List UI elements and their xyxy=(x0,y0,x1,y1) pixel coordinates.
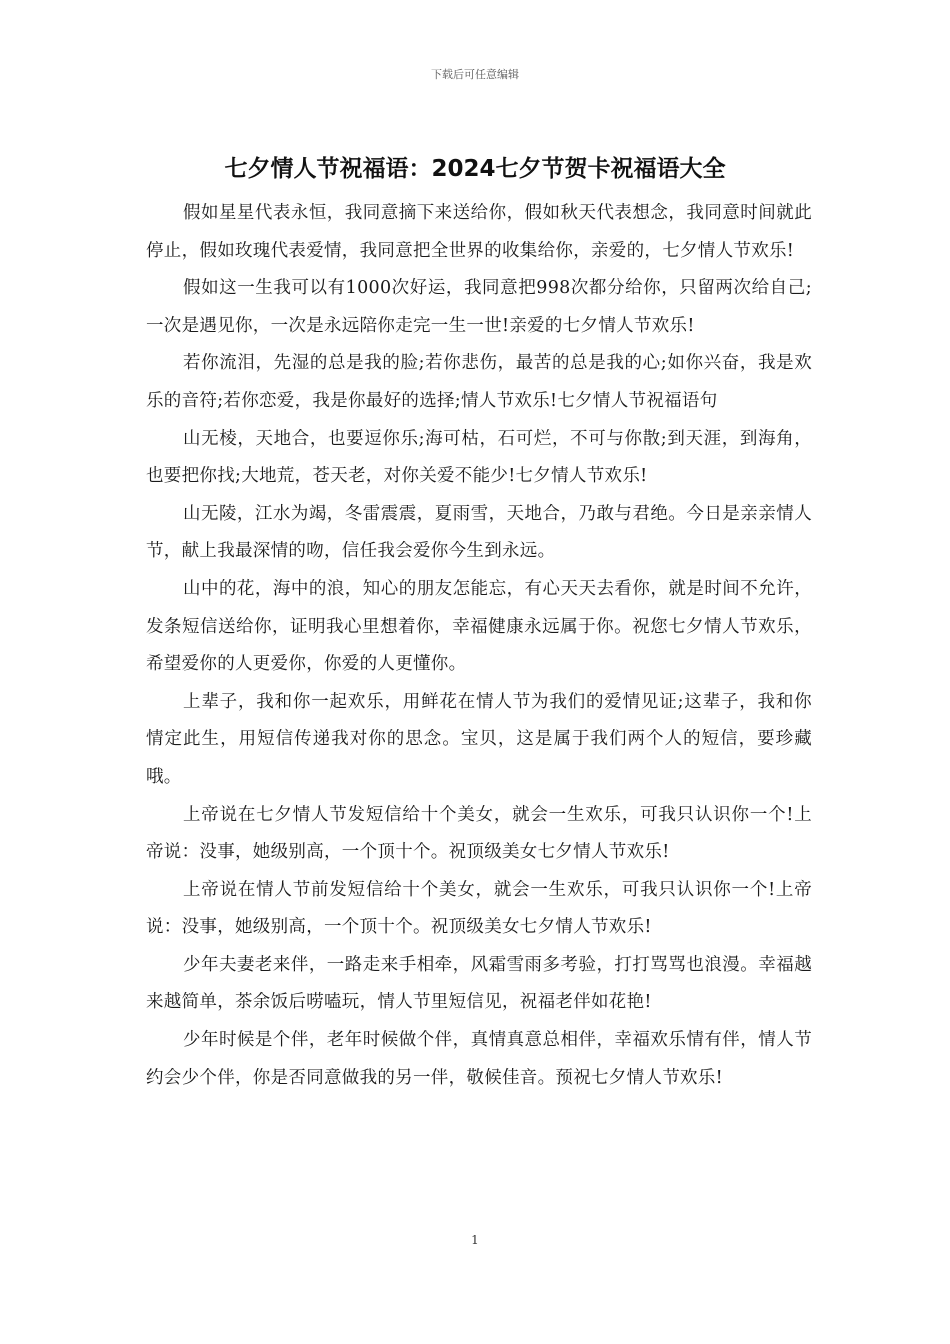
page-number: 1 xyxy=(471,1233,479,1247)
paragraph: 少年夫妻老来伴，一路走来手相牵，风霜雪雨多考验，打打骂骂也浪漫。幸福越来越简单，茶余饭后唠嗑玩，情人节里短信见，祝福老伴如花艳! xyxy=(146,954,812,1013)
paragraph: 若你流泪，先湿的总是我的脸;若你悲伤，最苦的总是我的心;如你兴奋，我是欢乐的音符;若你恋爱，我是你最好的选择;情人节欢乐!七夕情人节祝福语句 xyxy=(146,353,812,411)
paragraph: 假如星星代表永恒，我同意摘下来送给你，假如秋天代表想念，我同意时间就此停止，假如玫瑰代表爱情，我同意把全世界的收集给你，亲爱的，七夕情人节欢乐! xyxy=(146,203,812,261)
document-title: 七夕情人节祝福语：2024七夕节贺卡祝福语大全 xyxy=(224,156,726,182)
paragraph: 上帝说在情人节前发短信给十个美女，就会一生欢乐，可我只认识你一个!上帝说：没事，她级别高，一个顶十个。祝顶级美女七夕情人节欢乐! xyxy=(146,879,812,938)
paragraph: 假如这一生我可以有1000次好运，我同意把998次都分给你，只留两次给自己;一次是遇见你，一次是永远陪你走完一生一世!亲爱的七夕情人节欢乐! xyxy=(146,278,812,336)
paragraph: 上辈子，我和你一起欢乐，用鲜花在情人节为我们的爱情见证;这辈子，我和你情定此生，用短信传递我对你的思念。宝贝，这是属于我们两个人的短信，要珍藏哦。 xyxy=(146,691,812,787)
paragraph: 少年时候是个伴，老年时候做个伴，真情真意总相伴，幸福欢乐情有伴，情人节约会少个伴，你是否同意做我的另一伴，敬候佳音。预祝七夕情人节欢乐! xyxy=(146,1030,812,1088)
page-header-note: 下载后可任意编辑 xyxy=(431,68,519,81)
paragraph: 山中的花，海中的浪，知心的朋友怎能忘，有心天天去看你，就是时间不允许，发条短信送给你，证明我心里想着你，幸福健康永远属于你。祝您七夕情人节欢乐，希望爱你的人更爱你，你爱的人更懂你。 xyxy=(146,578,812,675)
paragraph: 山无棱，天地合，也要逗你乐;海可枯，石可烂，不可与你散;到天涯，到海角，也要把你找;大地荒，苍天老，对你关爱不能少!七夕情人节欢乐! xyxy=(146,428,812,487)
document-body xyxy=(146,195,812,1097)
paragraph: 山无陵，江水为竭，冬雷震震，夏雨雪，天地合，乃敢与君绝。今日是亲亲情人节，献上我最深情的吻，信任我会爱你今生到永远。 xyxy=(146,503,812,562)
paragraph: 上帝说在七夕情人节发短信给十个美女，就会一生欢乐，可我只认识你一个!上帝说：没事，她级别高，一个顶十个。祝顶级美女七夕情人节欢乐! xyxy=(146,804,812,863)
